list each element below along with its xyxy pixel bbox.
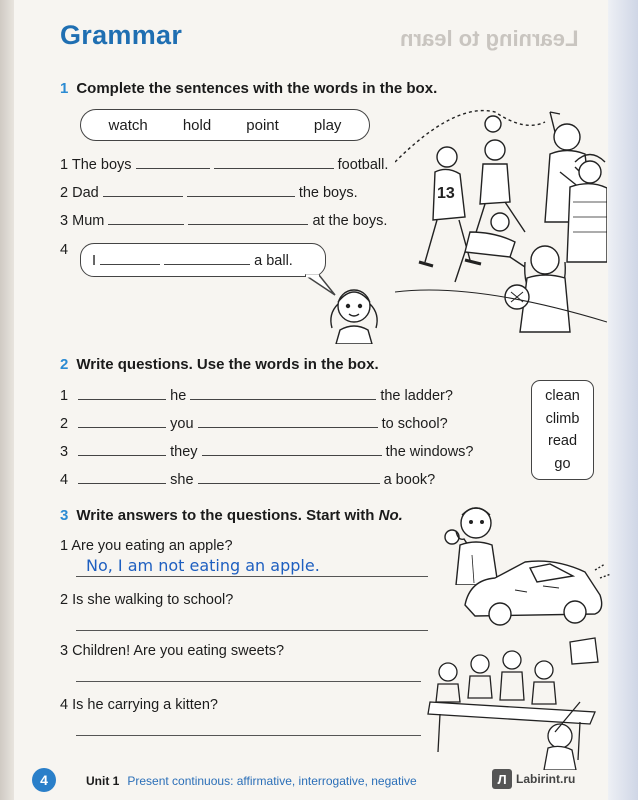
book-spine-shadow bbox=[0, 0, 14, 800]
answer-blank[interactable] bbox=[78, 387, 166, 400]
answer-blank[interactable] bbox=[100, 252, 160, 265]
item-text: to school? bbox=[381, 416, 448, 432]
item-text: at the boys. bbox=[312, 213, 388, 229]
word-box-1 bbox=[80, 109, 370, 141]
item-text: The boys bbox=[71, 157, 132, 173]
item-text: I bbox=[92, 253, 97, 269]
car-illustration bbox=[455, 550, 615, 630]
item-number: 2 bbox=[60, 592, 69, 608]
ex3-question-3 bbox=[60, 643, 284, 659]
girl-illustration bbox=[318, 272, 390, 344]
item-text: Mum bbox=[72, 213, 105, 229]
answer-blank[interactable] bbox=[78, 443, 166, 456]
next-page-edge bbox=[608, 0, 638, 800]
answer-blank[interactable] bbox=[202, 443, 382, 456]
answer-blank[interactable] bbox=[108, 212, 184, 225]
answer-blank[interactable] bbox=[78, 471, 166, 484]
classroom-illustration bbox=[420, 632, 602, 770]
ex2-item-1 bbox=[60, 387, 453, 404]
word-box-item: climb bbox=[545, 410, 580, 427]
item-number: 3 bbox=[60, 444, 69, 460]
word-box-2 bbox=[531, 380, 594, 480]
item-text: Dad bbox=[72, 185, 99, 201]
unit-topic: Present continuous: affirmative, interrogative, negative bbox=[127, 774, 417, 788]
ex3-question-1 bbox=[60, 538, 233, 554]
answer-line[interactable] bbox=[76, 681, 421, 682]
exercise-3-heading bbox=[60, 507, 403, 524]
watermark-site: Labirint.ru bbox=[516, 772, 576, 786]
word-box-item: read bbox=[547, 433, 578, 450]
exercise-number: 1 bbox=[60, 80, 69, 97]
show-through-text: Learning to learn bbox=[400, 26, 579, 51]
answer-blank[interactable] bbox=[198, 471, 380, 484]
exercise-number: 3 bbox=[60, 507, 69, 524]
unit-label: Unit 1 bbox=[86, 774, 120, 788]
answer-blank[interactable] bbox=[78, 415, 166, 428]
item-text: he bbox=[170, 388, 187, 404]
answer-line[interactable] bbox=[76, 576, 428, 577]
ex3-question-4 bbox=[60, 697, 218, 713]
svg-text:13: 13 bbox=[437, 185, 455, 202]
answer-blank[interactable] bbox=[164, 252, 250, 265]
item-text: they bbox=[170, 444, 198, 460]
handwritten-answer: No, I am not eating an apple. bbox=[86, 556, 320, 575]
item-number: 3 bbox=[60, 213, 69, 229]
ex1-item-2 bbox=[60, 184, 358, 201]
ex1-item-1 bbox=[60, 156, 388, 173]
word-box-item: go bbox=[554, 455, 571, 472]
item-number: 4 bbox=[60, 697, 69, 713]
ex1-item-4-number: 4 bbox=[60, 242, 69, 258]
question-text: Is he carrying a kitten? bbox=[72, 697, 218, 713]
word-box-item: point bbox=[246, 116, 279, 134]
ex3-question-2 bbox=[60, 592, 233, 608]
item-text: a ball. bbox=[254, 253, 293, 269]
item-number: 1 bbox=[60, 388, 69, 404]
item-number: 4 bbox=[60, 472, 69, 488]
ex2-item-4 bbox=[60, 471, 435, 488]
word-box-item: play bbox=[313, 116, 342, 134]
answer-line[interactable] bbox=[76, 630, 428, 631]
answer-blank[interactable] bbox=[214, 156, 334, 169]
ex2-item-2 bbox=[60, 415, 448, 432]
item-text: a book? bbox=[383, 472, 436, 488]
ex1-item-3 bbox=[60, 212, 387, 229]
question-text: Is she walking to school? bbox=[72, 592, 234, 608]
item-text: the windows? bbox=[385, 444, 474, 460]
word-box-item: watch bbox=[108, 116, 148, 134]
answer-blank[interactable] bbox=[198, 415, 378, 428]
item-number: 1 bbox=[60, 157, 69, 173]
answer-blank[interactable] bbox=[190, 387, 376, 400]
item-text: you bbox=[170, 416, 194, 432]
question-text: Children! Are you eating sweets? bbox=[72, 643, 285, 659]
answer-line[interactable] bbox=[76, 735, 421, 736]
exercise-number: 2 bbox=[60, 356, 69, 373]
answer-blank[interactable] bbox=[136, 156, 210, 169]
exercise-instruction-em: No. bbox=[378, 507, 403, 524]
answer-blank[interactable] bbox=[103, 184, 183, 197]
item-text: she bbox=[170, 472, 194, 488]
football-scene-illustration bbox=[395, 92, 607, 340]
exercise-1-heading bbox=[60, 80, 437, 97]
item-number: 1 bbox=[60, 538, 69, 554]
page-number-badge: 4 bbox=[32, 768, 56, 792]
item-text: the ladder? bbox=[380, 388, 453, 404]
item-text: football. bbox=[337, 157, 389, 173]
page-title: Grammar bbox=[60, 20, 183, 50]
footer-caption bbox=[86, 774, 417, 788]
watermark-logo: Л bbox=[492, 769, 512, 789]
item-text: the boys. bbox=[298, 185, 358, 201]
item-number: 2 bbox=[60, 185, 69, 201]
ex2-item-3 bbox=[60, 443, 473, 460]
answer-blank[interactable] bbox=[187, 184, 295, 197]
answer-blank[interactable] bbox=[188, 212, 308, 225]
question-text: Are you eating an apple? bbox=[71, 538, 233, 554]
ex1-item-4 bbox=[92, 252, 293, 269]
exercise-instruction: Write answers to the questions. Start with bbox=[76, 507, 379, 524]
exercise-2-heading bbox=[60, 356, 379, 373]
word-box-item: clean bbox=[545, 388, 580, 405]
exercise-instruction: Write questions. Use the words in the box. bbox=[76, 356, 379, 373]
item-number: 3 bbox=[60, 643, 69, 659]
exercise-instruction: Complete the sentences with the words in the box. bbox=[76, 80, 438, 97]
word-box-item: hold bbox=[182, 116, 212, 134]
item-number: 2 bbox=[60, 416, 69, 432]
